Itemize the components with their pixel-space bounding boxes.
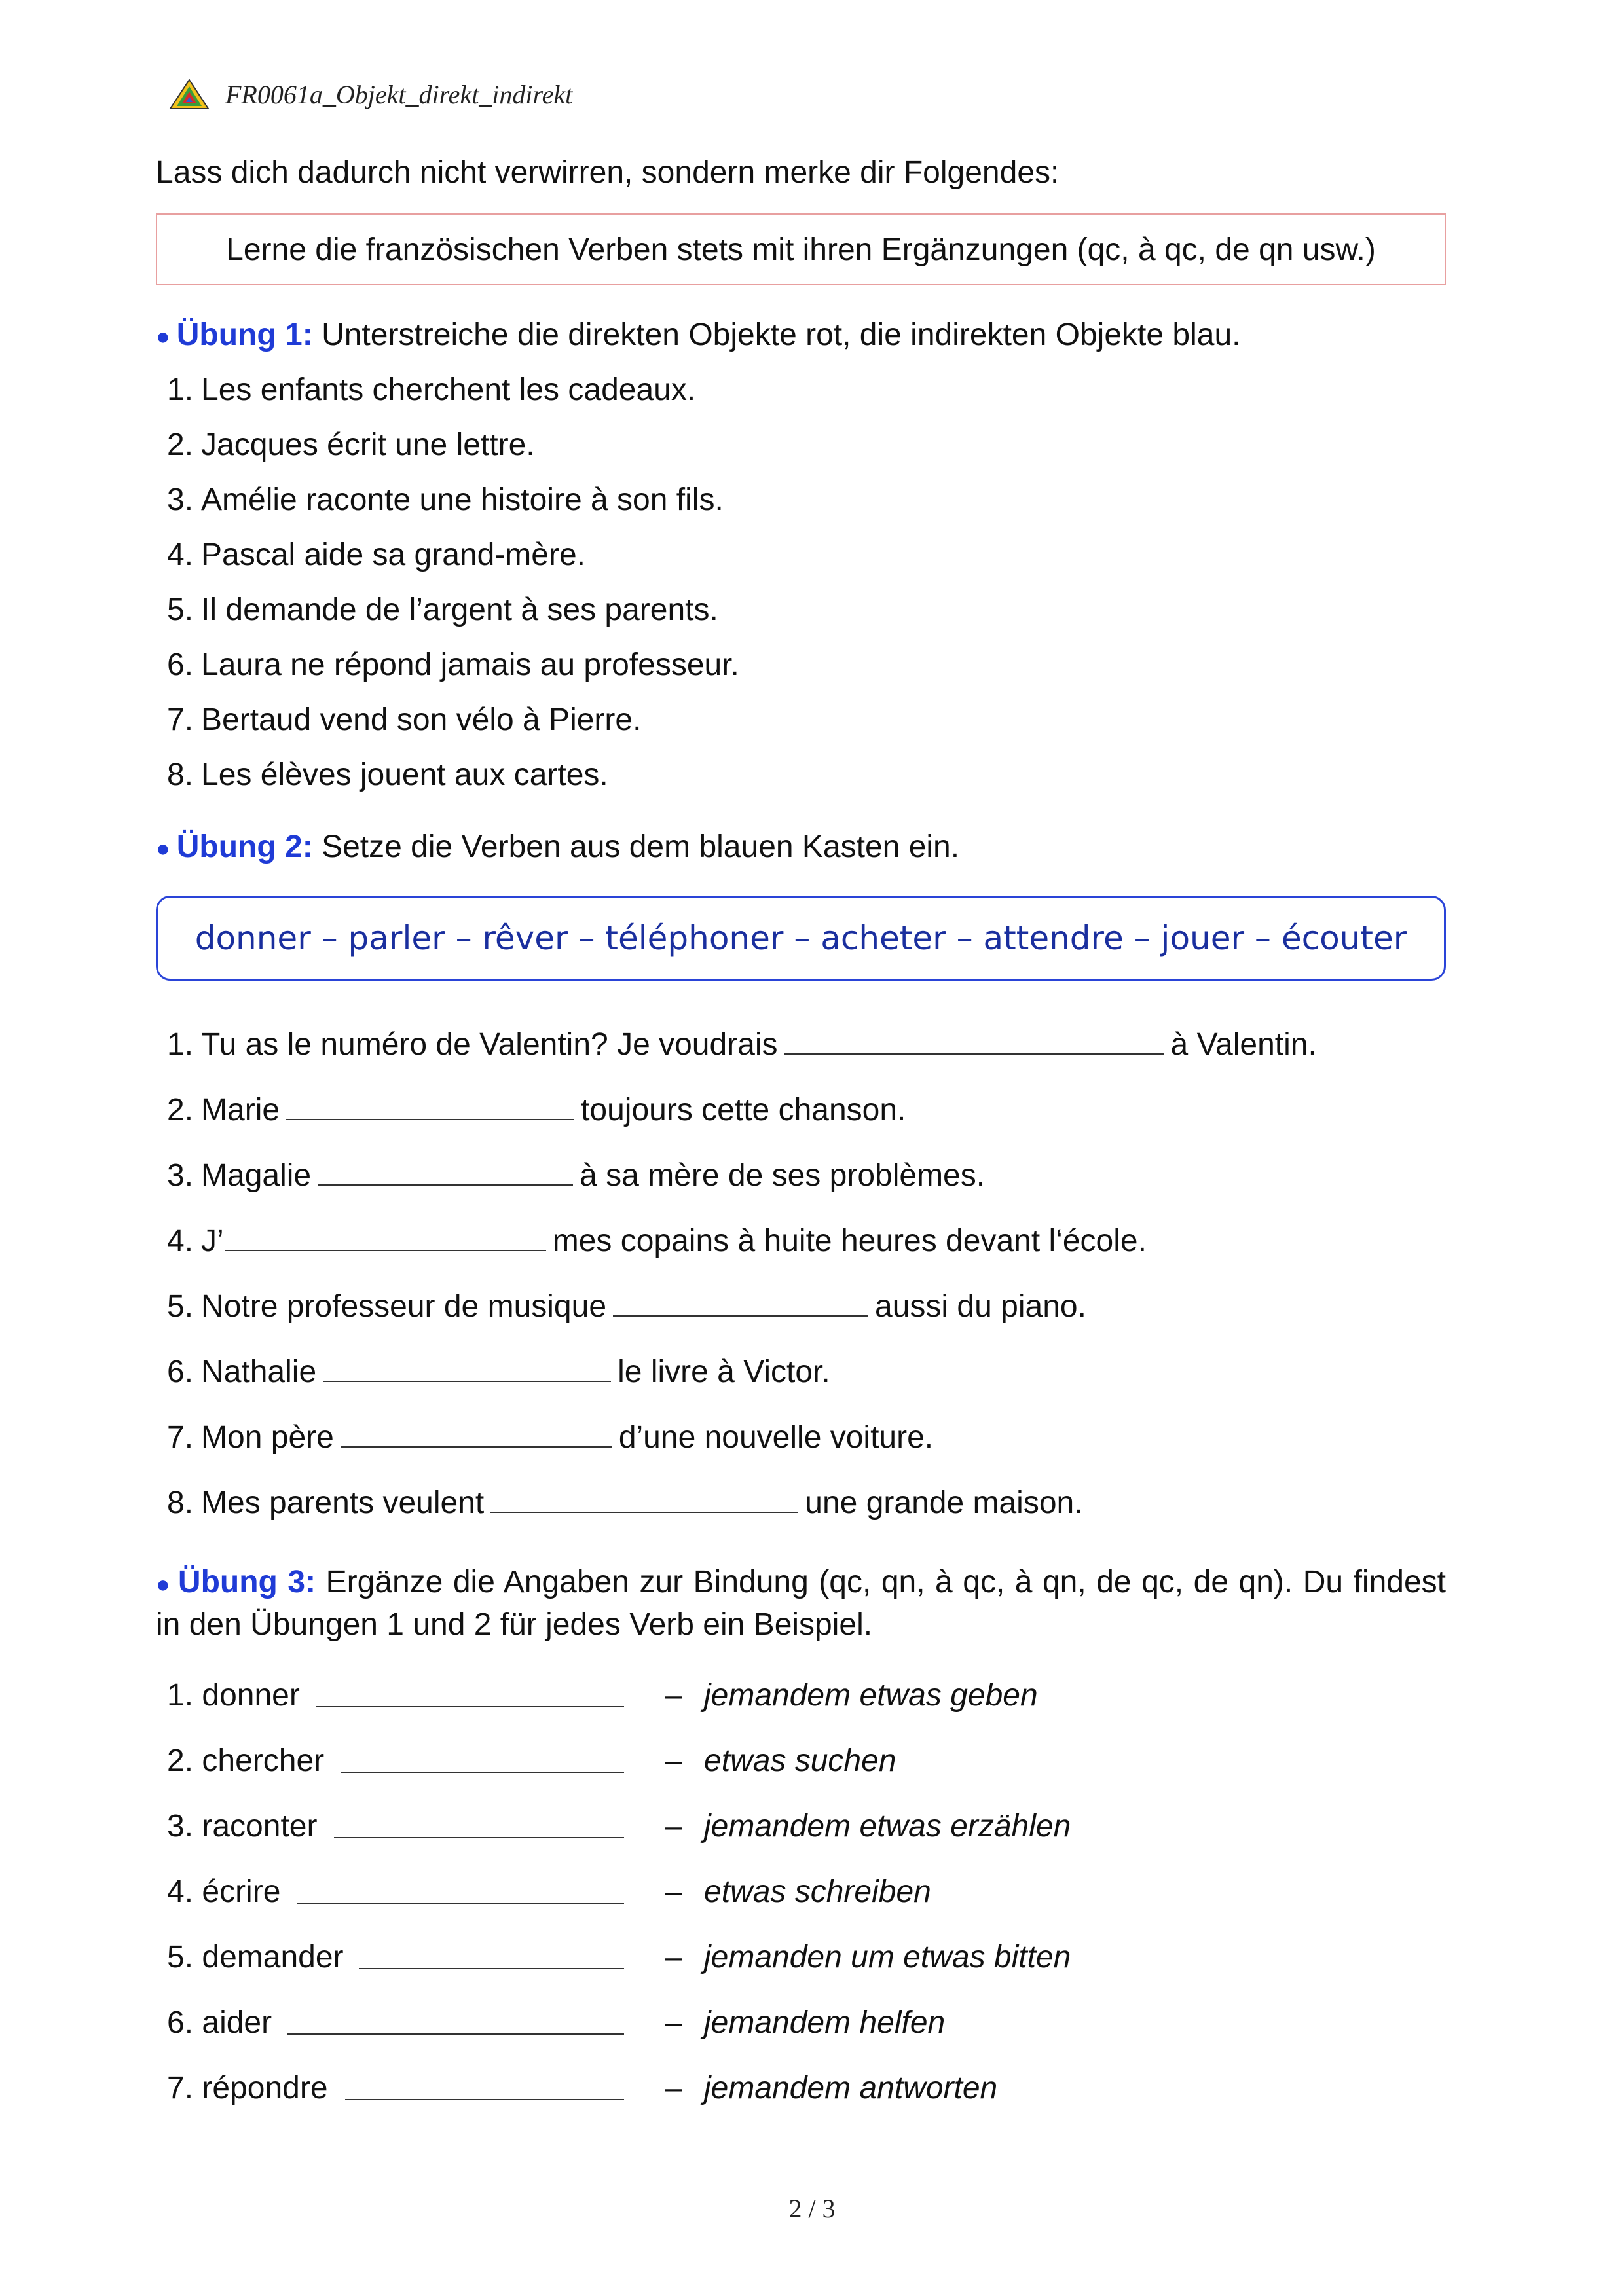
answer-blank[interactable]	[613, 1289, 868, 1317]
page-number: 2 / 3	[788, 2194, 836, 2223]
exercise-1-item: 6. Laura ne répond jamais au professeur.	[167, 647, 739, 682]
exercise-1-label: Übung 1:	[176, 318, 313, 352]
answer-blank[interactable]	[345, 2099, 624, 2100]
answer-blank[interactable]	[334, 1837, 624, 1838]
answer-blank[interactable]	[316, 1706, 624, 1707]
answer-blank[interactable]	[490, 1485, 798, 1513]
answer-blank[interactable]	[286, 1093, 574, 1120]
exercise-2-item: 7. Mon père d’une nouvelle voiture.	[167, 1420, 934, 1455]
answer-blank[interactable]	[323, 1355, 611, 1382]
answer-blank[interactable]	[225, 1224, 546, 1251]
bullet-icon: ●	[156, 323, 170, 350]
exercise-2-title	[156, 829, 959, 865]
answer-blank[interactable]	[287, 2033, 624, 2035]
page-header	[169, 75, 572, 114]
triangle-logo-icon	[169, 79, 210, 110]
exercise-2-item: 1. Tu as le numéro de Valentin? Je voudrais à Valentin.	[167, 1027, 1317, 1062]
exercise-1-item: 5. Il demande de l’argent à ses parents.	[167, 592, 718, 627]
answer-blank[interactable]	[359, 1968, 624, 1969]
intro-text: Lass dich dadurch nicht verwirren, sondern merke dir Folgendes:	[156, 155, 1060, 190]
exercise-3-instruction: Ergänze die Angaben zur Bindung (qc, qn, à qc, à qn, de qc, de qn). Du findest in den Übungen 1 und 2 für jedes Verb ein Beispiel.	[156, 1565, 1447, 1642]
exercise-3-item: 2. chercher – etwas suchen	[167, 1743, 896, 1778]
exercise-3-title	[156, 1562, 1446, 1645]
exercise-2-item: 4. J’ mes copains à huite heures devant l‘école.	[167, 1224, 1147, 1258]
exercise-3-item: 1. donner – jemandem etwas geben	[167, 1678, 1038, 1713]
exercise-1-item: 2. Jacques écrit une lettre.	[167, 428, 535, 462]
answer-blank[interactable]	[784, 1027, 1164, 1055]
exercise-3-item: 6. aider – jemandem helfen	[167, 2005, 946, 2040]
answer-blank[interactable]	[318, 1158, 573, 1186]
exercise-3-label: Übung 3:	[177, 1565, 316, 1599]
exercise-2-label: Übung 2:	[176, 829, 313, 864]
exercise-1-item: 3. Amélie raconte une histoire à son fils.	[167, 483, 724, 517]
verb-box	[156, 896, 1446, 981]
exercise-3-item: 7. répondre – jemandem antworten	[167, 2071, 998, 2105]
exercise-1-title	[156, 317, 1240, 353]
verb-list: donner – parler – rêver – téléphoner – acheter – attendre – jouer – écouter	[194, 919, 1407, 957]
exercise-2-item: 2. Marie toujours cette chanson.	[167, 1093, 906, 1127]
rule-box	[156, 213, 1446, 285]
exercise-2-item: 8. Mes parents veulent une grande maison.	[167, 1485, 1083, 1520]
exercise-1-item: 1. Les enfants cherchent les cadeaux.	[167, 373, 696, 407]
document-id: FR0061a_Objekt_direkt_indirekt	[225, 79, 573, 109]
bullet-icon: ●	[156, 835, 170, 862]
exercise-1-item: 4. Pascal aide sa grand-mère.	[167, 538, 585, 572]
bullet-icon: ●	[156, 1571, 172, 1597]
answer-blank[interactable]	[297, 1903, 624, 1904]
exercise-2-instruction: Setze die Verben aus dem blauen Kasten ein.	[322, 829, 960, 864]
exercise-2-item: 5. Notre professeur de musique aussi du piano.	[167, 1289, 1086, 1324]
exercise-2-item: 3. Magalie à sa mère de ses problèmes.	[167, 1158, 986, 1193]
exercise-3-item: 4. écrire – etwas schreiben	[167, 1874, 931, 1909]
exercise-3-item: 5. demander – jemanden um etwas bitten	[167, 1940, 1071, 1975]
answer-blank[interactable]	[341, 1772, 624, 1773]
exercise-1-item: 8. Les élèves jouent aux cartes.	[167, 757, 608, 792]
exercise-1-item: 7. Bertaud vend son vélo à Pierre.	[167, 702, 642, 737]
exercise-3-item: 3. raconter – jemandem etwas erzählen	[167, 1809, 1071, 1844]
exercise-1-instruction: Unterstreiche die direkten Objekte rot, die indirekten Objekte blau.	[322, 318, 1241, 352]
rule-text: Lerne die französischen Verben stets mit ihren Ergänzungen (qc, à qc, de qn usw.)	[226, 232, 1376, 267]
exercise-2-item: 6. Nathalie le livre à Victor.	[167, 1355, 830, 1389]
answer-blank[interactable]	[341, 1420, 612, 1448]
